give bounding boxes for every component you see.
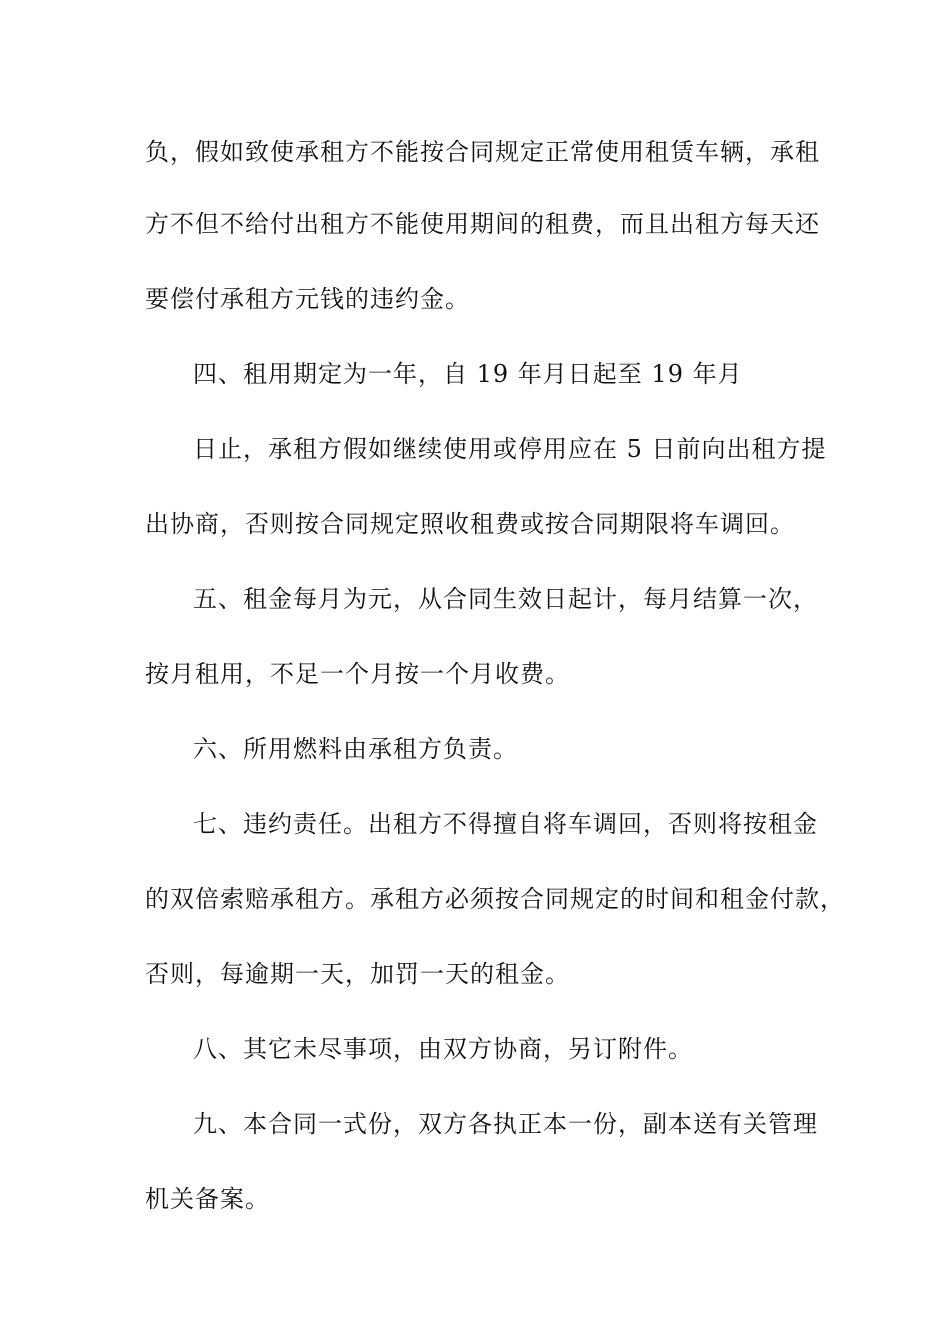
- clause-five-line: 五、租金每月为元，从合同生效日起计，每月结算一次，: [193, 585, 818, 613]
- clause-nine-line: 九、本合同一式份，双方各执正本一份，副本送有关管理: [193, 1110, 818, 1138]
- text-line: 方不但不给付出租方不能使用期间的租费，而且出租方每天还: [145, 210, 820, 238]
- text-line: 出协商，否则按合同规定照收租费或按合同期限将车调回。: [145, 510, 795, 538]
- text-line: 日止，承租方假如继续使用或停用应在 5 日前向出租方提: [193, 435, 827, 463]
- clause-six-line: 六、所用燃料由承租方负责。: [193, 735, 518, 763]
- text-line: 否则，每逾期一天，加罚一天的租金。: [145, 960, 570, 988]
- text-line: 机关备案。: [145, 1185, 270, 1213]
- clause-eight-line: 八、其它未尽事项，由双方协商，另订附件。: [193, 1035, 693, 1063]
- text-line: 的双倍索赔承租方。承租方必须按合同规定的时间和租金付款，: [145, 885, 845, 913]
- text-line: 要偿付承租方元钱的违约金。: [145, 285, 470, 313]
- text-line: 按月租用，不足一个月按一个月收费。: [145, 660, 570, 688]
- clause-four-line: 四、租用期定为一年，自 19 年月日起至 19 年月: [193, 360, 743, 388]
- text-line: 负，假如致使承租方不能按合同规定正常使用租赁车辆，承租: [145, 138, 820, 166]
- clause-seven-line: 七、违约责任。出租方不得擅自将车调回，否则将按租金: [193, 810, 818, 838]
